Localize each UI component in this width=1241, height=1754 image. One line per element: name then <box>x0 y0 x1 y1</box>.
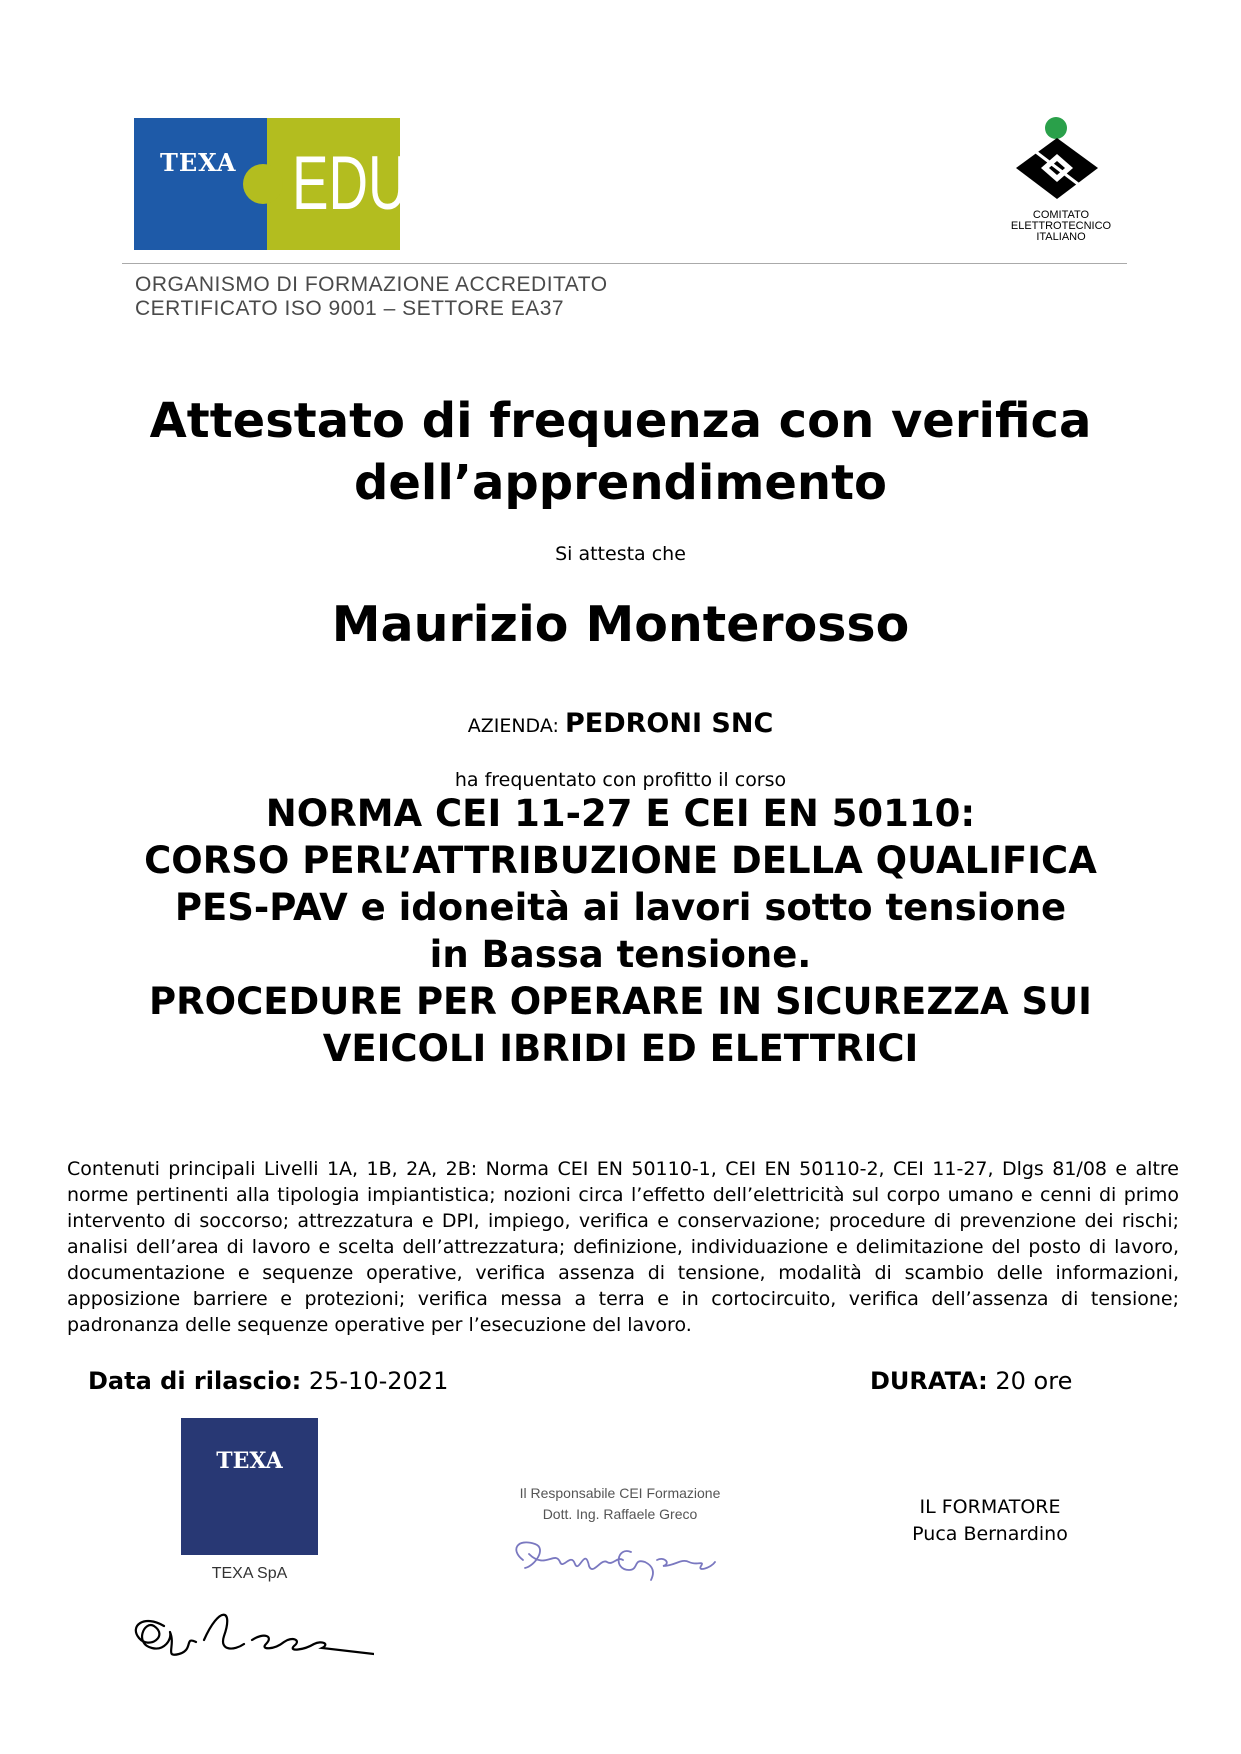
certificate-title <box>60 390 1181 514</box>
company-line <box>0 708 1241 739</box>
accreditation-line2: CERTIFICATO ISO 9001 – SETTORE EA37 <box>135 297 565 320</box>
cei-text-line2: ELETTROTECNICO <box>1010 220 1112 232</box>
duration <box>870 1367 1072 1395</box>
recipient-name: Maurizio Monterosso <box>331 596 910 653</box>
course-contents: Contenuti principali Livelli 1A, 1B, 2A, 2B: Norma CEI EN 50110-1, CEI EN 50110-2, CEI 11-27, Dlgs 81/08 e altre norme pertinenti alla tipologia impiantistica; nozioni circa l’effetto dell’elettricità sul corpo umano e cenni di primo intervento di soccorso; attrezzatura e DPI, impiego, verifica e conservazione; procedure di prevenzione dei rischi; analisi dell’area di lavoro e scelta dell’attrezzatura; definizione, individuazione e delimitazione del posto di lavoro, documentazione e sequenze operative, verifica assenza di tensione, modalità di scambio delle informazioni, apposizione barriere e protezioni; verifica messa a terra e in cortocircuito, verifica dell’assenza di tensione; padronanza delle sequenze operative per l’esecuzione del lavoro. <box>67 1158 1179 1336</box>
issue-date-label: Data di rilascio: <box>88 1367 302 1395</box>
logo-edu-text: EDU <box>292 141 408 226</box>
logo-texa-text: TEXA <box>160 148 237 177</box>
company-label: AZIENDA: <box>467 715 559 737</box>
texa-edu-logo <box>134 118 408 250</box>
cei-responsible-name: Dott. Ing. Raffaele Greco <box>542 1506 698 1522</box>
course-line: in Bassa tensione. <box>429 933 812 976</box>
texa-signature-icon <box>124 1596 374 1668</box>
cei-text-line3: ITALIANO <box>1036 231 1086 243</box>
texa-footer-logo <box>181 1418 318 1555</box>
trainer-label: IL FORMATORE <box>919 1496 1061 1518</box>
accreditation-line1: ORGANISMO DI FORMAZIONE ACCREDITATO <box>135 273 608 296</box>
attest-text: Si attesta che <box>555 543 686 565</box>
course-line: PES-PAV e idoneità ai lavori sotto tensione <box>174 886 1067 929</box>
issue-date <box>88 1367 448 1395</box>
cei-signature-icon <box>505 1530 725 1585</box>
texa-company-name: TEXA SpA <box>211 1565 288 1582</box>
attended-text: ha frequentato con profitto il corso <box>454 769 787 791</box>
title-line1: Attestato di frequenza con verifica <box>149 393 1092 449</box>
course-line: NORMA CEI 11-27 E CEI EN 50110: <box>265 792 976 835</box>
texa-footer-logo-text: TEXA <box>216 1448 283 1474</box>
cei-responsible-role: Il Responsabile CEI Formazione <box>519 1485 721 1501</box>
course-line: CORSO PERL’ATTRIBUZIONE DELLA QUALIFICA <box>144 839 1097 882</box>
duration-value: 20 ore <box>995 1367 1073 1395</box>
course-line: VEICOLI IBRIDI ED ELETTRICI <box>322 1027 919 1070</box>
cei-logo <box>1000 116 1122 250</box>
cei-text-line1: COMITATO <box>1032 209 1090 221</box>
course-line: PROCEDURE PER OPERARE IN SICUREZZA SUI <box>149 980 1092 1023</box>
trainer-name: Puca Bernardino <box>912 1523 1068 1545</box>
header-divider <box>122 263 1127 264</box>
title-line2: dell’apprendimento <box>353 455 888 511</box>
issue-date-value: 25-10-2021 <box>308 1367 449 1395</box>
company-name: PEDRONI SNC <box>564 708 774 739</box>
cei-responsible <box>480 1483 760 1525</box>
duration-label: DURATA: <box>870 1367 988 1395</box>
trainer-block <box>880 1494 1100 1548</box>
cei-diamond-icon <box>1000 116 1122 212</box>
course-title <box>40 790 1201 1072</box>
accreditation-text <box>135 273 608 321</box>
